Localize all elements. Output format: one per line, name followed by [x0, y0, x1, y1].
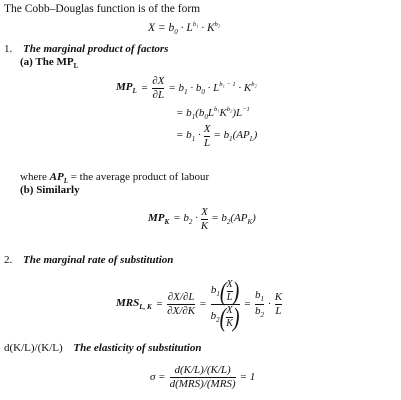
subsection-a-text: (a) The MP: [20, 56, 74, 68]
mpl-equation-line-3: [176, 124, 257, 149]
section-3-heading: [4, 343, 201, 354]
elasticity-rhs: = 1: [239, 371, 256, 383]
section-3-title: The elasticity of substitution: [73, 342, 202, 354]
elasticity-equation: [150, 365, 255, 390]
mrs-equation: $MRS_{L, K}$ = $\frac{\partial X/\partial L}{\partial X/\partial K}$ = $b_1$ ( $\frac{X}{L}$ ) $b_2$ ( $\frac{X}{K}$ ) = $\frac{b_1}{b_2}$ · $\frac{K}{L}$: [116, 277, 283, 332]
mpl-lhs: $MP_L$: [116, 81, 137, 95]
partial-x-l-fraction: $\frac{\partial X}{\partial L}$: [152, 75, 165, 101]
where-definition-text: = the average product of labour: [67, 171, 210, 183]
nested-ratio-fraction: $b_1$ ( $\frac{X}{L}$ ) $b_2$ ( $\frac{X}{K}$ ): [210, 277, 240, 332]
x-over-l-fraction: $\frac{X}{L}$: [203, 123, 211, 149]
where-definition: where $AP_L$ = the average product of labour: [20, 171, 210, 185]
mpl-line-1-rhs: = $b_1 \cdot b_0 \cdot L^{b_1 - 1} \cdot K^{b_2}$: [168, 80, 257, 96]
subsection-b-label: (b) Similarly: [20, 184, 80, 196]
section-1-number: 1.: [4, 43, 13, 55]
sigma-lhs: σ =: [150, 371, 166, 383]
mpl-equation-line-2: = $b_1(b_0L^{b_1}K^{b_2})L^{-1}$: [176, 106, 250, 121]
mpl-line-3-lead: = $b_1$ ·: [176, 129, 201, 143]
intro-text: The Cobb–Douglas function is of the form: [4, 3, 201, 15]
section-3-number: d(K/L)/(K/L): [4, 342, 63, 354]
cobb-douglas-equation: $X = b_0 \cdot L^{b_1} \cdot K^{b_2}$: [148, 21, 221, 36]
mpl-equation-line-1: $MP_L$ = $\frac{\partial X}{\partial L}$ = $b_1 \cdot b_0 \cdot L^{b_1 - 1} \cdot K^{b_2}$: [116, 75, 257, 101]
section-2-number: 2.: [4, 254, 13, 266]
mpk-lhs: $MP_K$: [148, 212, 170, 226]
mpl-line-3-tail: = $b_1(AP_L)$: [213, 129, 258, 143]
x-over-k-fraction: $\frac{X}{K}$: [200, 206, 209, 232]
section-1-heading: [4, 44, 168, 55]
b1-over-b2-fraction: $\frac{b_1}{b_2}$: [255, 289, 265, 319]
elasticity-fraction: $\frac{d(K/L)/(K/L)}{\text{d(MRS)/(MRS)}}$: [169, 364, 236, 390]
mrs-lhs: $MRS_{L, K}$: [116, 297, 152, 311]
partial-ratio-fraction: $\frac{\partial X/\partial L}{\partial X/\partial K}$: [167, 291, 196, 317]
subsection-a-label: [20, 57, 78, 70]
section-1-title: The marginal product of factors: [23, 43, 169, 55]
section-2-heading: [4, 255, 173, 266]
subsection-a-subscript: L: [73, 62, 79, 70]
k-over-l-fraction: $\frac{K}{L}$: [274, 291, 283, 317]
section-2-title: The marginal rate of substitution: [23, 254, 174, 266]
mpk-tail: = $b_2(AP_K)$: [211, 212, 256, 226]
mpk-equation: $MP_K$ = $b_2$ · $\frac{X}{K}$ = $b_2(AP_K)$: [148, 206, 256, 232]
